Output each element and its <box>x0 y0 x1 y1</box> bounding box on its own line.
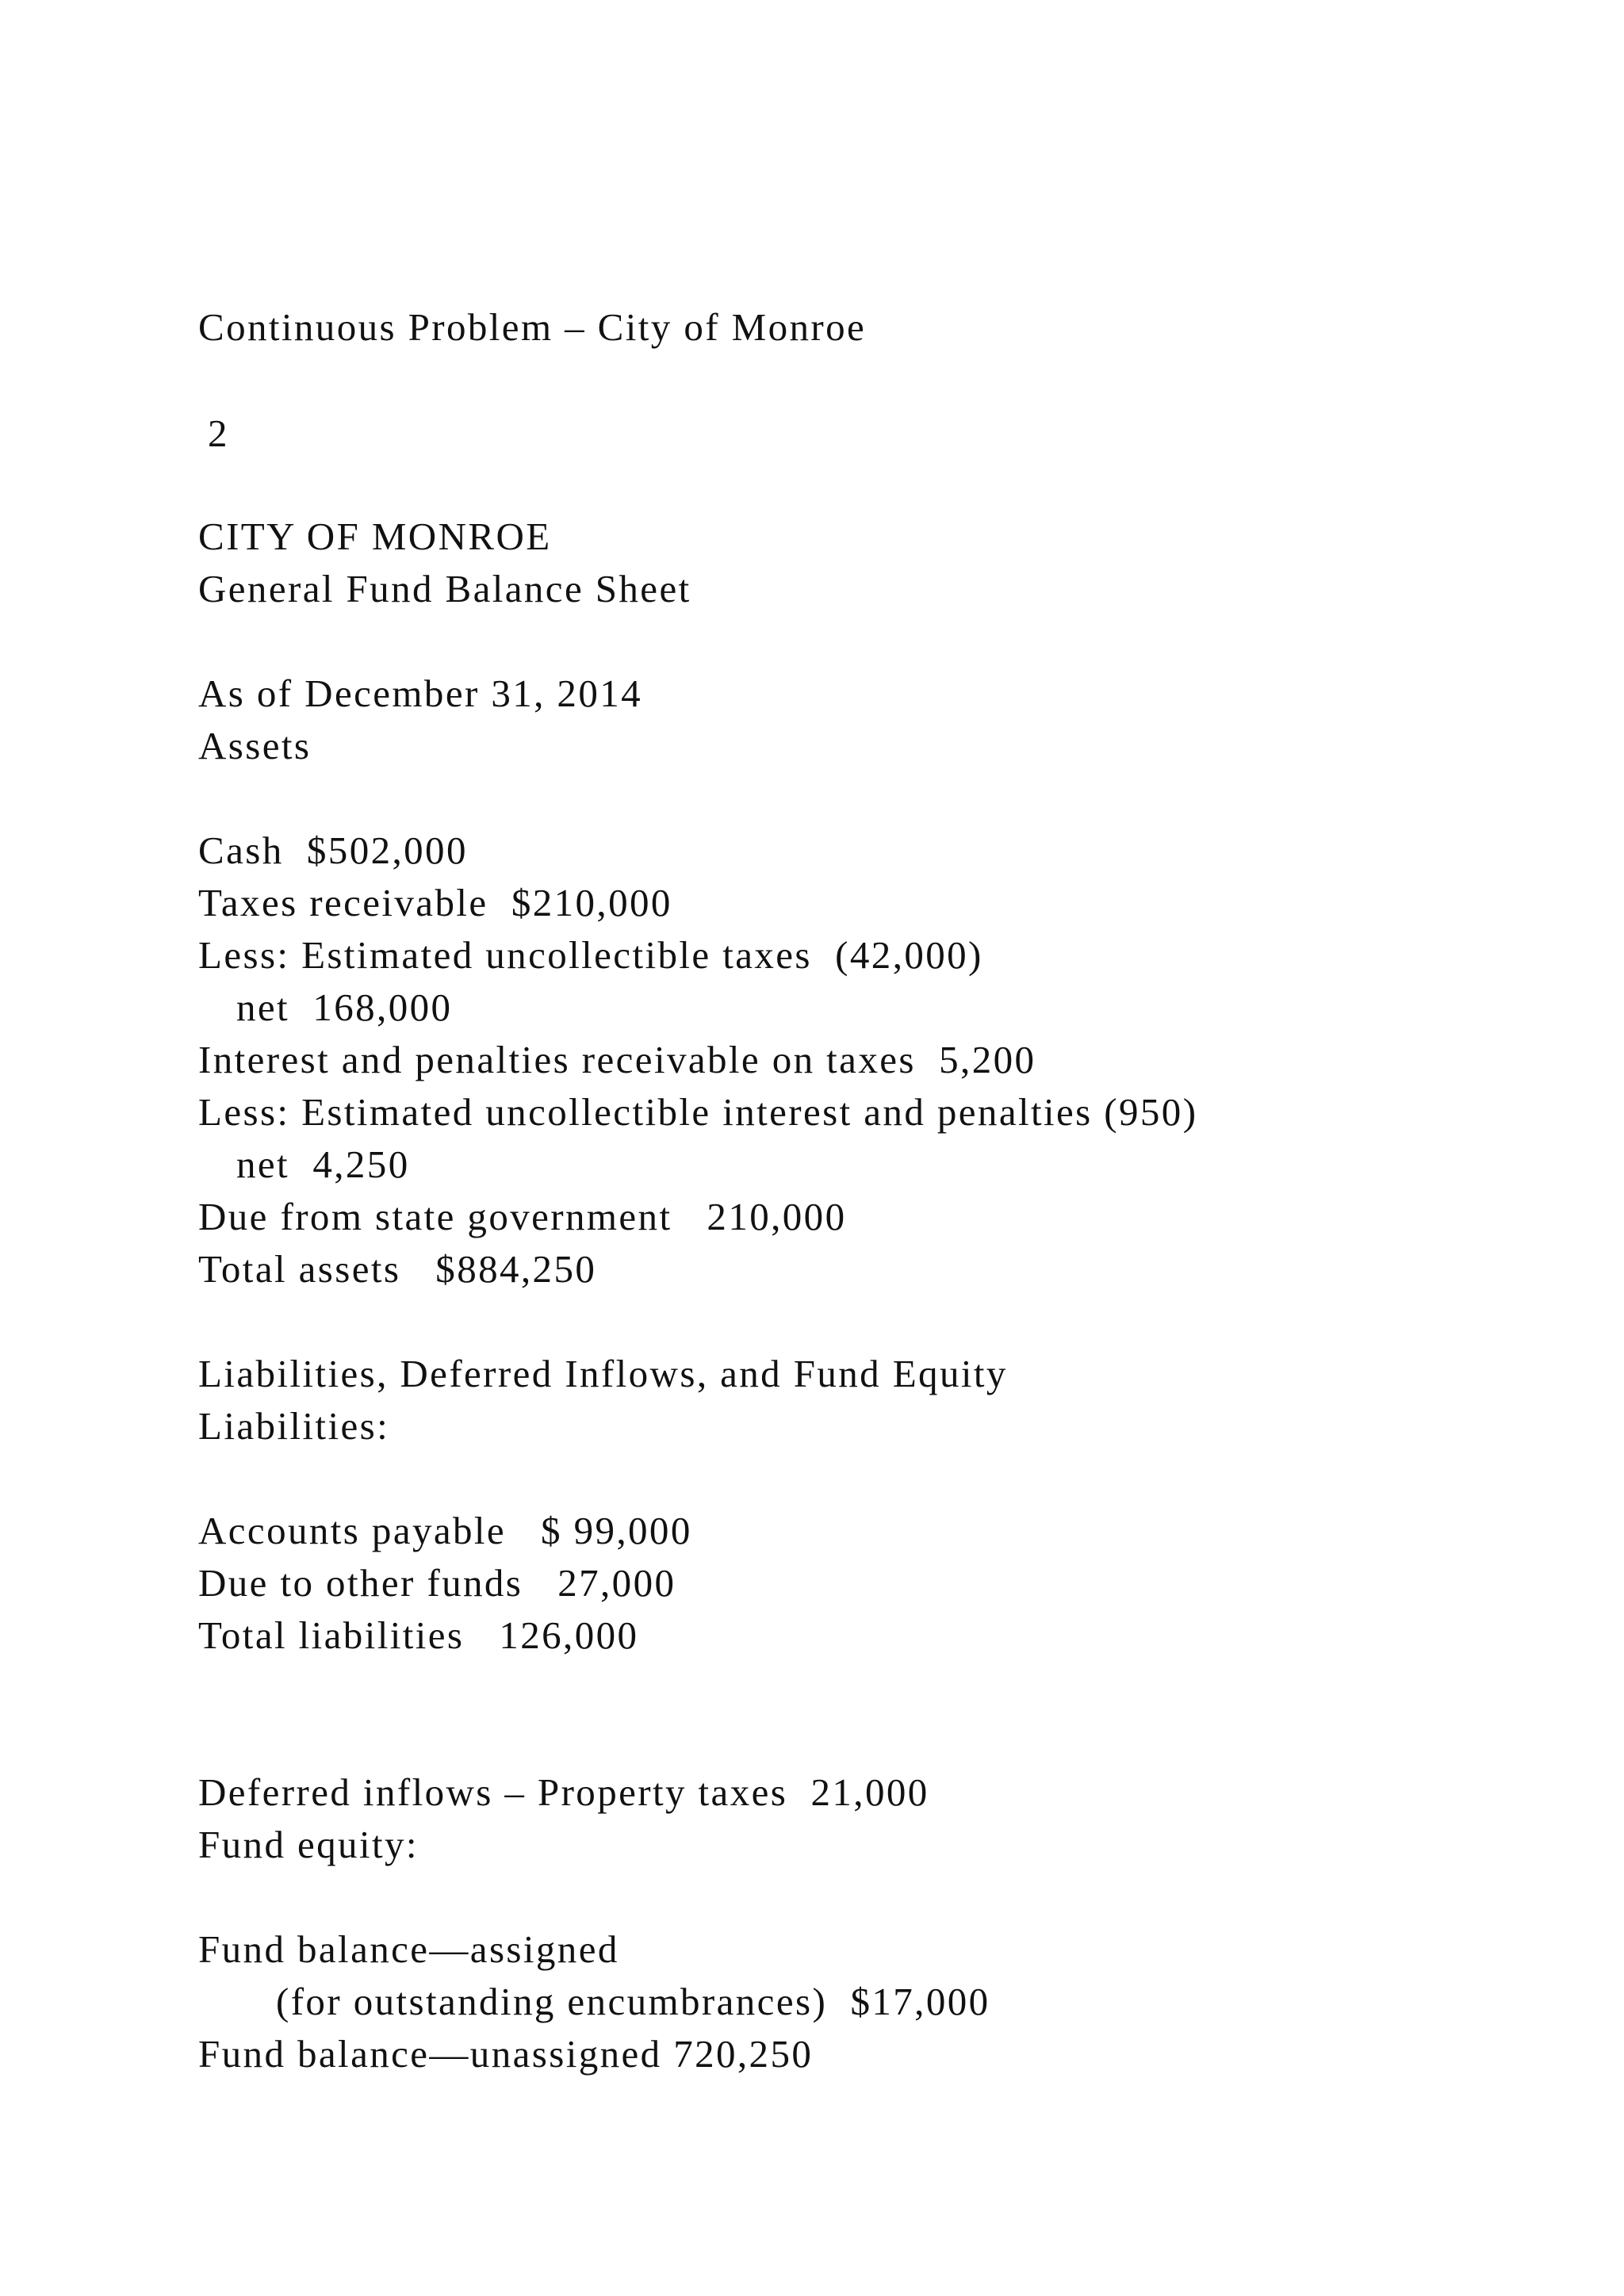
asset-line-total: Total assets $884,250 <box>198 1247 597 1291</box>
statement-title: General Fund Balance Sheet <box>198 567 691 610</box>
deferred-inflows-line: Deferred inflows – Property taxes 21,000 <box>198 1770 929 1814</box>
equity-line-unassigned: Fund balance—unassigned 720,250 <box>198 2032 814 2076</box>
statement-date: As of December 31, 2014 <box>198 672 643 715</box>
liability-line-total: Total liabilities 126,000 <box>198 1613 639 1657</box>
problem-title: Continuous Problem – City of Monroe <box>198 305 867 349</box>
asset-line-cash: Cash $502,000 <box>198 828 468 872</box>
entity-name: CITY OF MONROE <box>198 515 552 558</box>
asset-line-net-interest: net 4,250 <box>236 1142 410 1186</box>
page-number: 2 <box>208 411 229 455</box>
liability-line-due-to-other-funds: Due to other funds 27,000 <box>198 1561 676 1605</box>
fund-equity-heading: Fund equity: <box>198 1823 419 1866</box>
asset-line-due-from-state: Due from state government 210,000 <box>198 1195 847 1238</box>
asset-line-net-taxes: net 168,000 <box>236 985 453 1029</box>
equity-line-assigned: Fund balance—assigned <box>198 1927 619 1971</box>
asset-line-taxes-receivable: Taxes receivable $210,000 <box>198 881 672 924</box>
asset-line-uncollectible-interest: Less: Estimated uncollectible interest and penalties (950) <box>198 1090 1198 1134</box>
asset-line-uncollectible-taxes: Less: Estimated uncollectible taxes (42,000) <box>198 933 983 977</box>
assets-heading: Assets <box>198 724 312 767</box>
liabilities-section-heading: Liabilities, Deferred Inflows, and Fund Equity <box>198 1352 1008 1395</box>
asset-line-interest-penalties: Interest and penalties receivable on taxes 5,200 <box>198 1038 1036 1081</box>
equity-line-encumbrances: (for outstanding encumbrances) $17,000 <box>276 1980 990 2023</box>
liability-line-accounts-payable: Accounts payable $ 99,000 <box>198 1509 692 1552</box>
liabilities-heading: Liabilities: <box>198 1404 390 1448</box>
